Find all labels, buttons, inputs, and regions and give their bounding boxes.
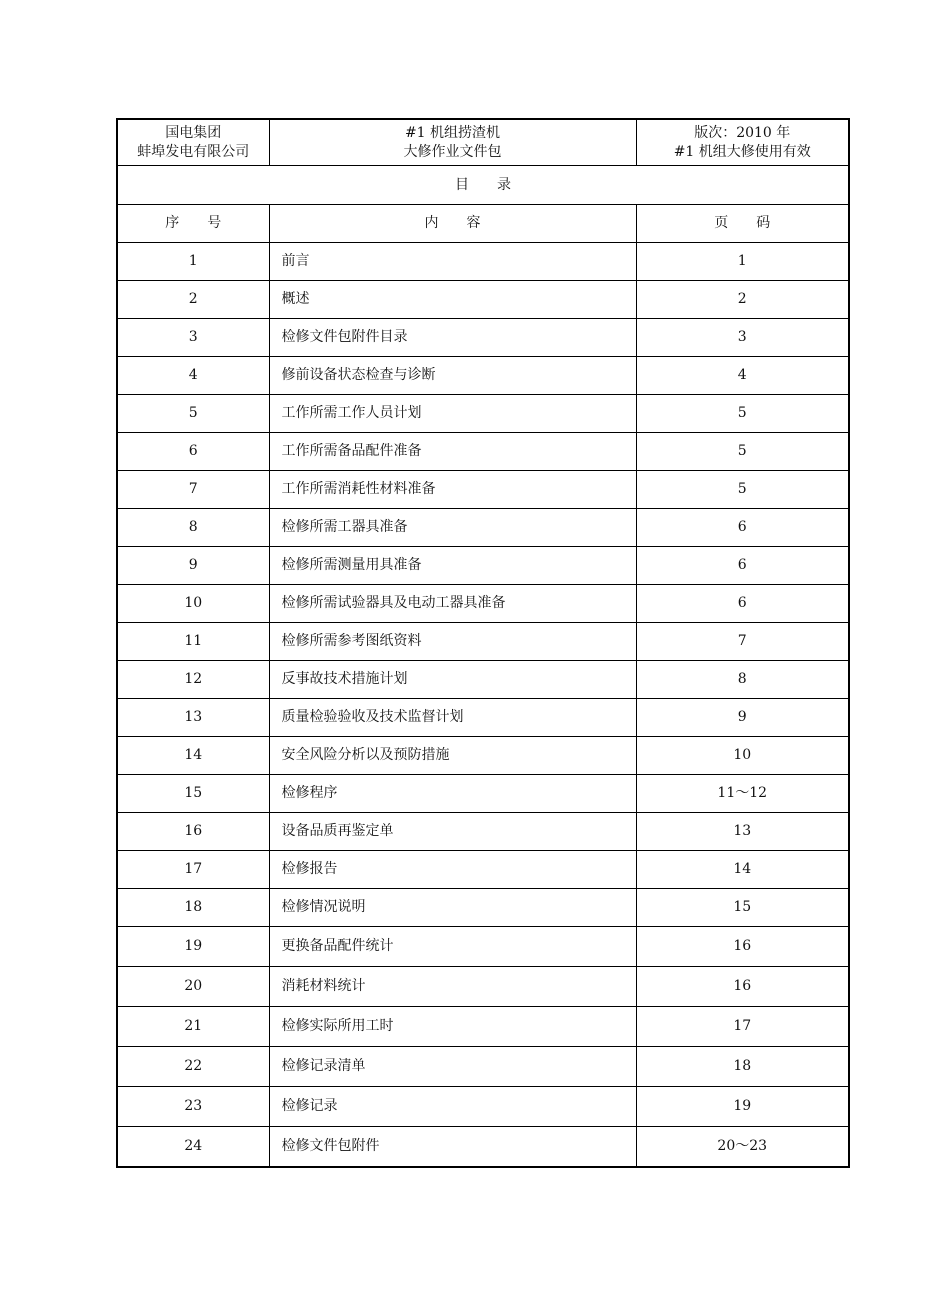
row-content: 修前设备状态检查与诊断 (269, 357, 636, 395)
version-cell (636, 119, 849, 166)
header-row (117, 119, 849, 166)
table-row (117, 1047, 849, 1087)
table-row (117, 775, 849, 813)
row-content: 检修所需参考图纸资料 (269, 623, 636, 661)
row-content: 检修记录清单 (269, 1047, 636, 1087)
version-line1: 版次：2010 年 (694, 124, 791, 141)
row-page: 18 (636, 1047, 849, 1087)
row-page: 15 (636, 889, 849, 927)
row-number: 24 (117, 1127, 269, 1168)
row-content: 检修程序 (269, 775, 636, 813)
row-page: 19 (636, 1087, 849, 1127)
row-page: 16 (636, 927, 849, 967)
row-number: 8 (117, 509, 269, 547)
col-header-page: 页 码 (636, 205, 849, 243)
row-page: 5 (636, 471, 849, 509)
row-page: 16 (636, 967, 849, 1007)
row-content: 前言 (269, 243, 636, 281)
row-page: 3 (636, 319, 849, 357)
row-content: 工作所需备品配件准备 (269, 433, 636, 471)
column-header-row (117, 205, 849, 243)
org-cell (117, 119, 269, 166)
row-page: 10 (636, 737, 849, 775)
row-number: 15 (117, 775, 269, 813)
row-page: 14 (636, 851, 849, 889)
row-number: 18 (117, 889, 269, 927)
row-content: 工作所需消耗性材料准备 (269, 471, 636, 509)
doc-title-cell (269, 119, 636, 166)
table-row (117, 357, 849, 395)
row-page: 4 (636, 357, 849, 395)
row-number: 9 (117, 547, 269, 585)
row-page: 17 (636, 1007, 849, 1047)
row-content: 检修情况说明 (269, 889, 636, 927)
table-row (117, 851, 849, 889)
row-number: 14 (117, 737, 269, 775)
row-content: 检修所需试验器具及电动工器具准备 (269, 585, 636, 623)
row-content: 设备品质再鉴定单 (269, 813, 636, 851)
doc-line1: #1 机组捞渣机 (404, 124, 501, 141)
toc-title: 目 录 (117, 166, 849, 205)
row-page: 1 (636, 243, 849, 281)
row-number: 22 (117, 1047, 269, 1087)
row-page: 11～12 (636, 775, 849, 813)
table-row (117, 967, 849, 1007)
table-row (117, 699, 849, 737)
row-content: 检修实际所用工时 (269, 1007, 636, 1047)
table-row (117, 395, 849, 433)
toc-title-row (117, 166, 849, 205)
table-row (117, 547, 849, 585)
table-row (117, 927, 849, 967)
row-content: 更换备品配件统计 (269, 927, 636, 967)
row-content: 检修文件包附件目录 (269, 319, 636, 357)
row-number: 17 (117, 851, 269, 889)
row-page: 6 (636, 547, 849, 585)
row-number: 20 (117, 967, 269, 1007)
row-page: 8 (636, 661, 849, 699)
table-row (117, 319, 849, 357)
org-line2: 蚌埠发电有限公司 (137, 143, 250, 160)
table-row (117, 1127, 849, 1168)
row-page: 7 (636, 623, 849, 661)
row-page: 6 (636, 509, 849, 547)
row-number: 10 (117, 585, 269, 623)
table-row (117, 281, 849, 319)
row-number: 5 (117, 395, 269, 433)
table-row (117, 1087, 849, 1127)
row-content: 检修报告 (269, 851, 636, 889)
row-content: 消耗材料统计 (269, 967, 636, 1007)
row-content: 质量检验验收及技术监督计划 (269, 699, 636, 737)
doc-line2: 大修作业文件包 (403, 143, 502, 160)
row-number: 3 (117, 319, 269, 357)
row-number: 19 (117, 927, 269, 967)
org-line1: 国电集团 (165, 124, 222, 141)
row-page: 2 (636, 281, 849, 319)
table-row (117, 433, 849, 471)
row-number: 2 (117, 281, 269, 319)
table-row (117, 889, 849, 927)
row-number: 21 (117, 1007, 269, 1047)
row-page: 6 (636, 585, 849, 623)
row-content: 检修所需测量用具准备 (269, 547, 636, 585)
version-line2: #1 机组大修使用有效 (673, 143, 811, 160)
table-row (117, 585, 849, 623)
table-row (117, 509, 849, 547)
table-row (117, 813, 849, 851)
col-header-no: 序 号 (117, 205, 269, 243)
row-page: 20～23 (636, 1127, 849, 1168)
table-row (117, 623, 849, 661)
row-number: 6 (117, 433, 269, 471)
row-content: 工作所需工作人员计划 (269, 395, 636, 433)
row-content: 安全风险分析以及预防措施 (269, 737, 636, 775)
row-number: 4 (117, 357, 269, 395)
row-content: 检修所需工器具准备 (269, 509, 636, 547)
toc-table (116, 118, 850, 1168)
table-row (117, 661, 849, 699)
row-number: 12 (117, 661, 269, 699)
row-content: 概述 (269, 281, 636, 319)
table-row (117, 243, 849, 281)
row-number: 1 (117, 243, 269, 281)
row-content: 检修记录 (269, 1087, 636, 1127)
row-page: 9 (636, 699, 849, 737)
row-number: 23 (117, 1087, 269, 1127)
row-content: 检修文件包附件 (269, 1127, 636, 1168)
row-page: 5 (636, 433, 849, 471)
row-number: 13 (117, 699, 269, 737)
row-number: 11 (117, 623, 269, 661)
table-row (117, 471, 849, 509)
table-row (117, 737, 849, 775)
col-header-content: 内 容 (269, 205, 636, 243)
row-number: 7 (117, 471, 269, 509)
row-page: 13 (636, 813, 849, 851)
table-row (117, 1007, 849, 1047)
row-page: 5 (636, 395, 849, 433)
row-content: 反事故技术措施计划 (269, 661, 636, 699)
row-number: 16 (117, 813, 269, 851)
